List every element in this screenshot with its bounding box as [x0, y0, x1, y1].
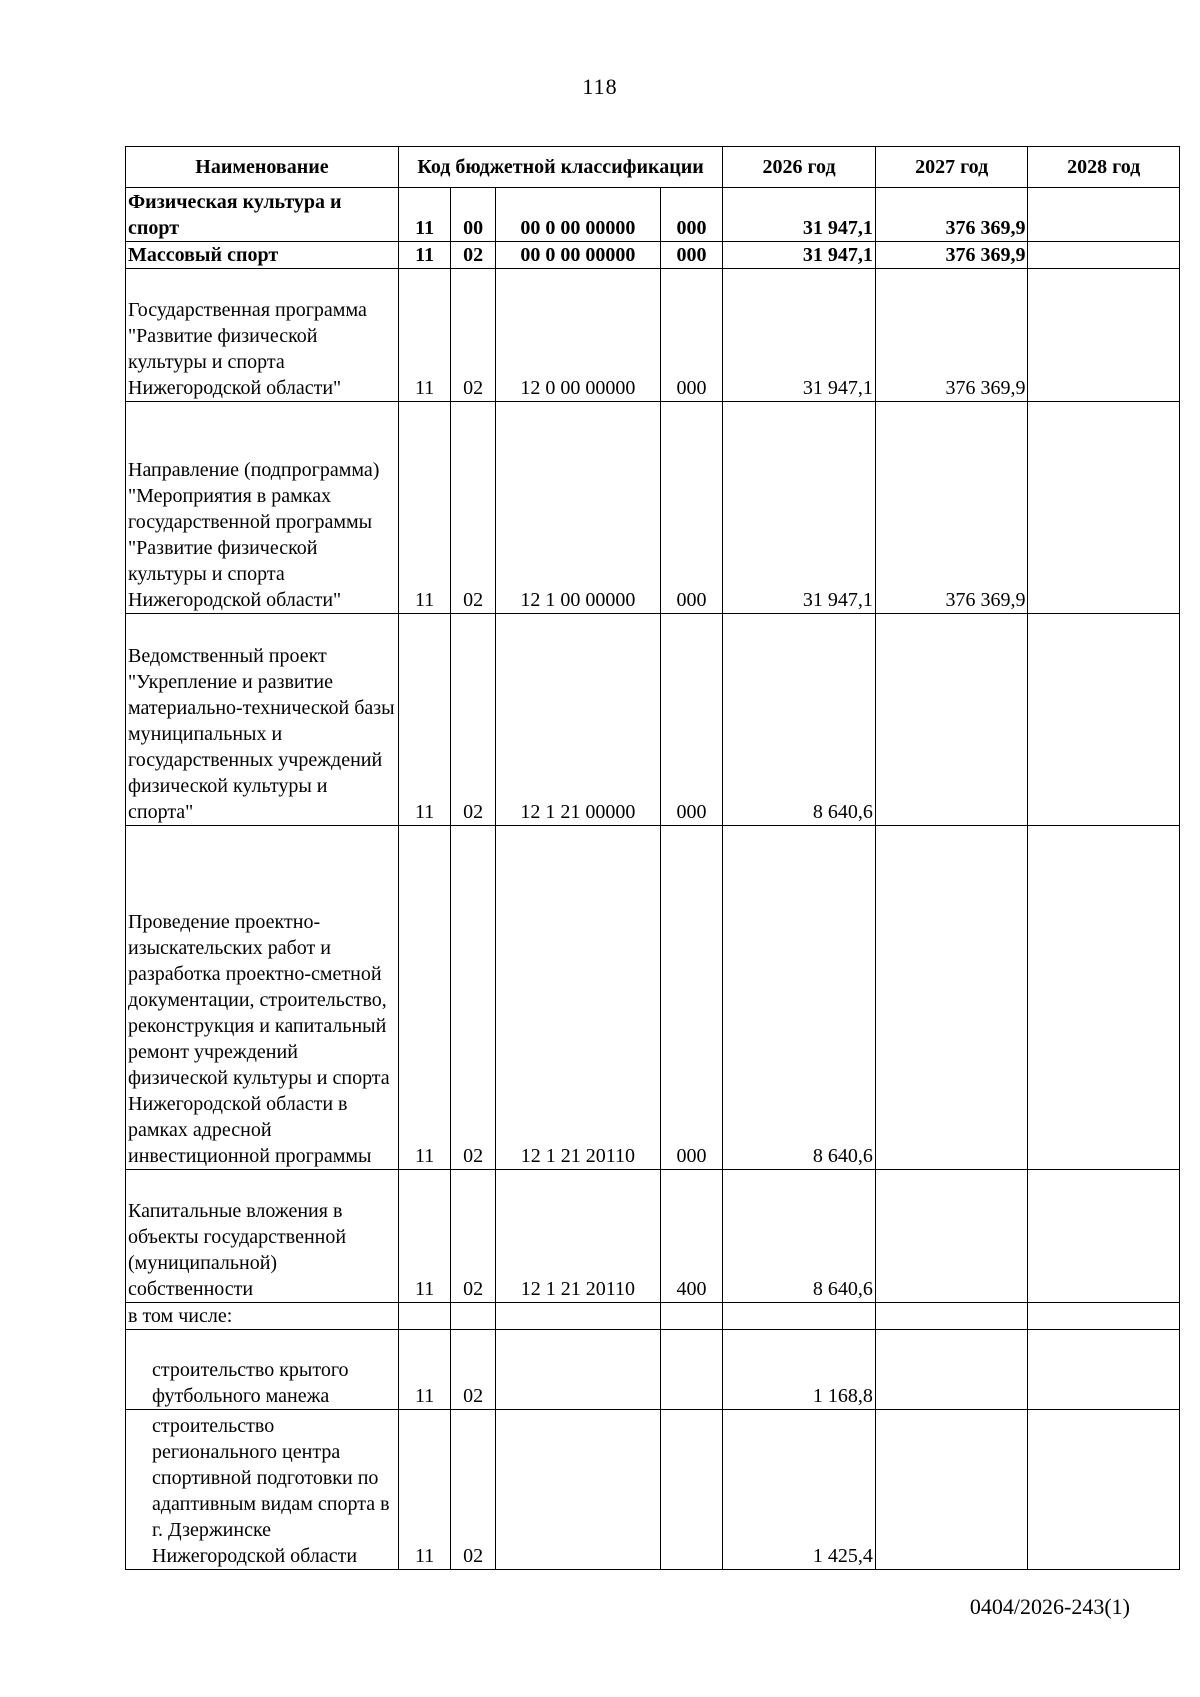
- row-csr: [495, 1410, 660, 1570]
- row-2026: 31 947,1: [723, 188, 876, 242]
- row-vr: 000: [660, 188, 722, 242]
- header-2027: 2027 год: [875, 147, 1028, 188]
- row-2028: [1028, 614, 1180, 826]
- row-2027: 376 369,9: [875, 402, 1028, 614]
- row-vr: 000: [660, 614, 722, 826]
- row-2027: 376 369,9: [875, 188, 1028, 242]
- row-2028: [1028, 826, 1180, 1170]
- row-rz: 11: [398, 188, 450, 242]
- budget-table: [125, 146, 1180, 1570]
- row-2028: [1028, 1330, 1180, 1410]
- row-vr: [660, 1330, 722, 1410]
- row-2028: [1028, 188, 1180, 242]
- header-row: [126, 147, 1180, 188]
- row-vr: 000: [660, 402, 722, 614]
- row-2028: [1028, 1170, 1180, 1303]
- row-csr: 00 0 00 00000: [495, 242, 660, 269]
- row-csr: 12 0 00 00000: [495, 269, 660, 402]
- row-rz: 11: [398, 242, 450, 269]
- row-rz: 11: [398, 1330, 450, 1410]
- row-vr: 000: [660, 242, 722, 269]
- row-rz: 11: [398, 1170, 450, 1303]
- row-2027: [875, 1330, 1028, 1410]
- row-2027: [875, 614, 1028, 826]
- row-2026: 31 947,1: [723, 242, 876, 269]
- table-row: [126, 188, 1180, 242]
- row-pr: 02: [451, 826, 496, 1170]
- row-2026: 8 640,6: [723, 614, 876, 826]
- row-pr: 02: [451, 614, 496, 826]
- row-2027: [875, 826, 1028, 1170]
- row-name: Ведомственный проект "Укрепление и развитие материально-технической базы муниципальных и государственных учреждений физической культуры и спорта": [126, 614, 399, 826]
- row-rz: 11: [398, 826, 450, 1170]
- row-2026: 8 640,6: [723, 826, 876, 1170]
- table-row: [126, 1330, 1180, 1410]
- row-vr: [660, 1303, 722, 1330]
- row-name: строительство крытого футбольного манежа: [126, 1330, 399, 1410]
- row-2026: 31 947,1: [723, 402, 876, 614]
- row-rz: 11: [398, 614, 450, 826]
- row-csr: [495, 1303, 660, 1330]
- table-row: [126, 402, 1180, 614]
- row-2027: 376 369,9: [875, 242, 1028, 269]
- header-code: Код бюджетной классификации: [398, 147, 722, 188]
- row-pr: [451, 1303, 496, 1330]
- row-rz: [398, 1303, 450, 1330]
- row-2026: 31 947,1: [723, 269, 876, 402]
- row-vr: 400: [660, 1170, 722, 1303]
- row-2028: [1028, 269, 1180, 402]
- row-vr: [660, 1410, 722, 1570]
- row-pr: 02: [451, 269, 496, 402]
- row-pr: 00: [451, 188, 496, 242]
- row-2026: 1 425,4: [723, 1410, 876, 1570]
- row-csr: 12 1 00 00000: [495, 402, 660, 614]
- table-row: [126, 1410, 1180, 1570]
- row-name: Государственная программа "Развитие физической культуры и спорта Нижегородской области": [126, 269, 399, 402]
- row-csr: 12 1 21 20110: [495, 826, 660, 1170]
- row-name: Проведение проектно-изыскательских работ и разработка проектно-сметной документации, строительство, реконструкция и капитальный ремонт учреждений физической культуры и спорта Нижегородской области в рамках адресной инвестиционной программы: [126, 826, 399, 1170]
- row-vr: 000: [660, 826, 722, 1170]
- row-csr: 12 1 21 20110: [495, 1170, 660, 1303]
- table-row: [126, 269, 1180, 402]
- table-row: [126, 1303, 1180, 1330]
- table-row: [126, 242, 1180, 269]
- row-pr: 02: [451, 1170, 496, 1303]
- page-number: 118: [582, 74, 618, 99]
- row-pr: 02: [451, 1330, 496, 1410]
- row-2028: [1028, 402, 1180, 614]
- row-csr: 00 0 00 00000: [495, 188, 660, 242]
- row-2026: 8 640,6: [723, 1170, 876, 1303]
- row-pr: 02: [451, 1410, 496, 1570]
- row-vr: 000: [660, 269, 722, 402]
- row-name: Массовый спорт: [126, 242, 399, 269]
- row-2027: 376 369,9: [875, 269, 1028, 402]
- row-name: строительство регионального центра спортивной подготовки по адаптивным видам спорта в г. Дзержинске Нижегородской области: [126, 1410, 399, 1570]
- table-row: [126, 1170, 1180, 1303]
- header-name: Наименование: [126, 147, 399, 188]
- row-csr: [495, 1330, 660, 1410]
- row-2027: [875, 1170, 1028, 1303]
- row-2028: [1028, 242, 1180, 269]
- row-name: в том числе:: [126, 1303, 399, 1330]
- row-name: Капитальные вложения в объекты государственной (муниципальной) собственности: [126, 1170, 399, 1303]
- row-2026: 1 168,8: [723, 1330, 876, 1410]
- row-rz: 11: [398, 269, 450, 402]
- header-2028: 2028 год: [1028, 147, 1180, 188]
- table-row: [126, 614, 1180, 826]
- row-2027: [875, 1410, 1028, 1570]
- row-2026: [723, 1303, 876, 1330]
- row-pr: 02: [451, 242, 496, 269]
- row-2028: [1028, 1303, 1180, 1330]
- document-id: 0404/2026-243(1): [969, 1594, 1130, 1619]
- row-csr: 12 1 21 00000: [495, 614, 660, 826]
- row-name: Физическая культура и спорт: [126, 188, 399, 242]
- header-2026: 2026 год: [723, 147, 876, 188]
- row-name: Направление (подпрограмма) "Мероприятия в рамках государственной программы "Развитие физической культуры и спорта Нижегородской области": [126, 402, 399, 614]
- table-row: [126, 826, 1180, 1170]
- row-rz: 11: [398, 1410, 450, 1570]
- row-2028: [1028, 1410, 1180, 1570]
- row-rz: 11: [398, 402, 450, 614]
- row-2027: [875, 1303, 1028, 1330]
- row-pr: 02: [451, 402, 496, 614]
